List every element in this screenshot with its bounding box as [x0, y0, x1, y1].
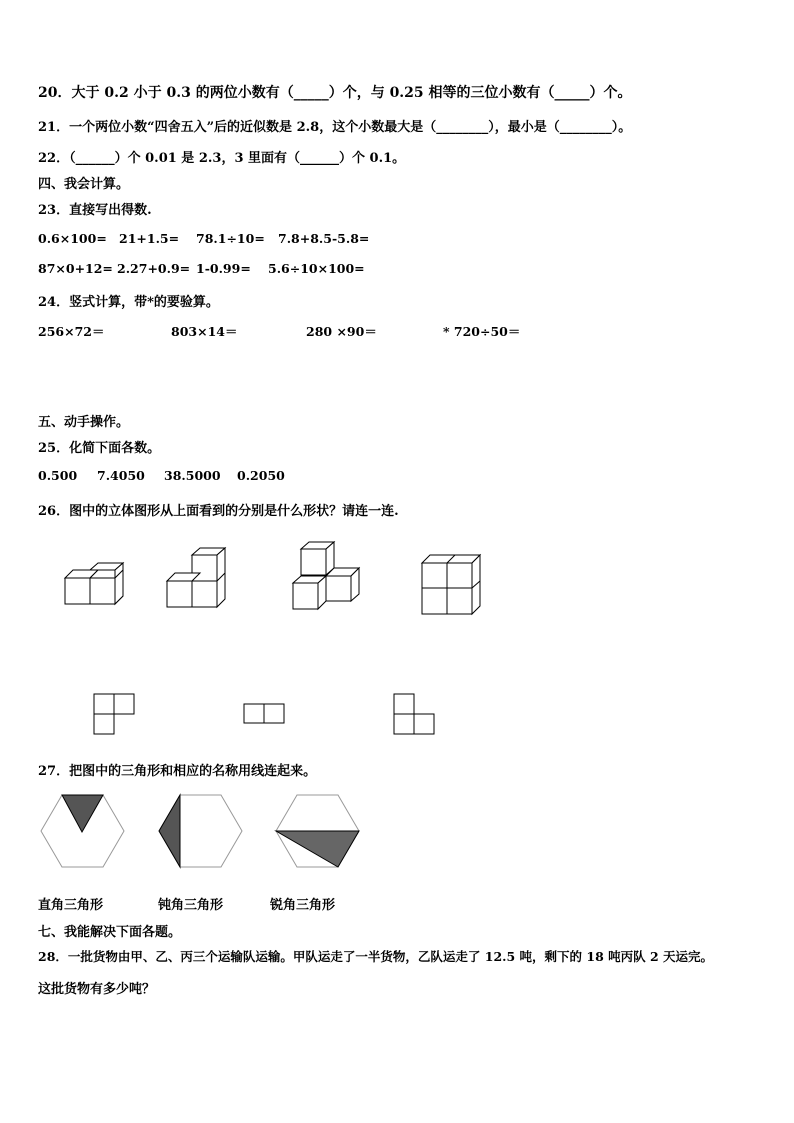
number-item: 0.2050 [237, 468, 285, 483]
question-20: 20．大于 0.2 小于 0.3 的两位小数有（_____）个，与 0.25 相等的三位小数有（_____）个。 [38, 85, 632, 101]
calc-item: 78.1÷10= [196, 231, 265, 246]
calc-item: 0.6×100= [38, 231, 107, 246]
calc-item: 7.8+8.5-5.8= [278, 231, 370, 246]
calc-item: * 720÷50＝ [443, 324, 521, 339]
hexagon-2 [159, 795, 242, 867]
calc-item: 803×14＝ [171, 324, 238, 339]
calc-item: 280 ×90＝ [306, 324, 377, 339]
question-26-title: 26．图中的立体图形从上面看到的分别是什么形状？请连一连. [38, 504, 399, 519]
calc-item: 5.6÷10×100= [268, 261, 365, 276]
calc-item: 256×72＝ [38, 324, 105, 339]
question-28-line-1: 28．一批货物由甲、乙、丙三个运输队运输。甲队运走了一半货物，乙队运走了 12.5 吨，剩下的 18 吨丙队 2 天运完。 [38, 949, 714, 964]
label-acute-triangle: 锐角三角形 [270, 898, 336, 913]
question-21: 21．一个两位小数“四舍五入”后的近似数是 2.8，这个小数最大是（________），最小是（________）。 [38, 120, 632, 135]
calc-item: 87×0+12= [38, 261, 113, 276]
number-item: 0.500 [38, 468, 78, 483]
hexagon-1 [41, 795, 124, 867]
calc-item: 2.27+0.9= [117, 261, 191, 276]
section-4-heading: 四、我会计算。 [38, 177, 130, 192]
question-28-line-2: 这批货物有多少吨？ [38, 982, 156, 997]
question-22: 22．（______）个 0.01 是 2.3，3 里面有（______）个 0.1。 [38, 151, 406, 166]
section-5-heading: 五、动手操作。 [38, 415, 130, 430]
hexagon-3 [276, 795, 359, 867]
question-27-title: 27．把图中的三角形和相应的名称用线连起来。 [38, 764, 317, 779]
question-23-title: 23．直接写出得数. [38, 203, 152, 218]
question-25-title: 25．化简下面各数。 [38, 441, 161, 456]
label-right-triangle: 直角三角形 [38, 898, 104, 913]
calc-item: 1-0.99= [196, 261, 251, 276]
number-item: 7.4050 [97, 468, 145, 483]
calc-item: 21+1.5= [119, 231, 180, 246]
section-7-heading: 七、我能解决下面各题。 [38, 925, 182, 940]
number-item: 38.5000 [164, 468, 221, 483]
question-24-title: 24．竖式计算，带*的要验算。 [38, 295, 219, 310]
label-obtuse-triangle: 钝角三角形 [158, 898, 224, 913]
